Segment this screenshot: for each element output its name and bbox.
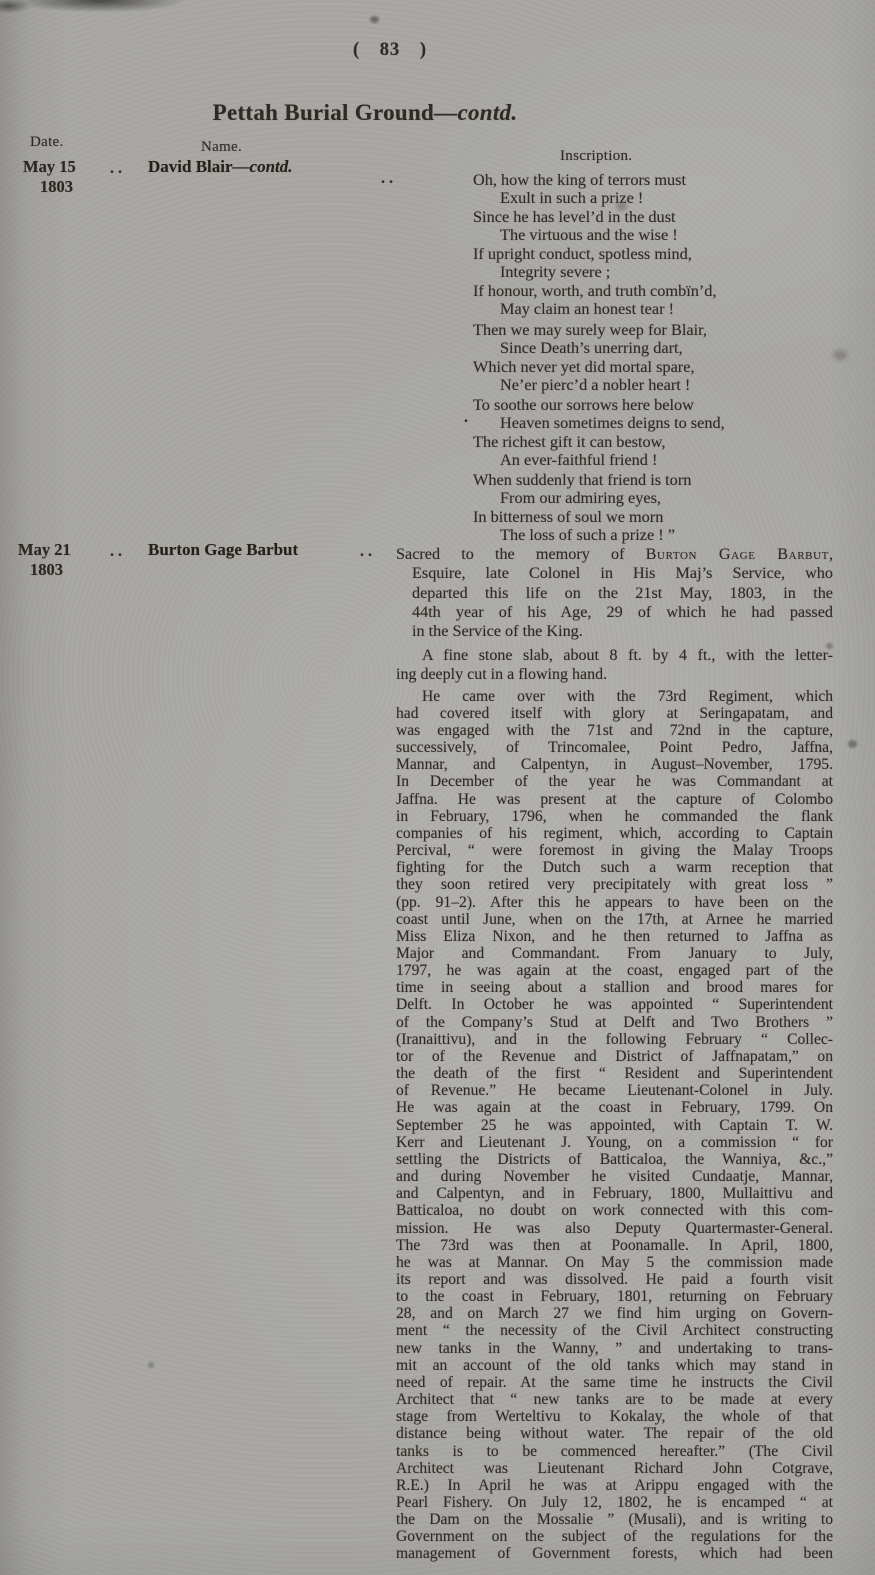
page-title (0, 100, 730, 126)
commentary-line: ing deeply cut in a flowing hand. (396, 666, 608, 684)
poem-line: From our admiring eyes, (500, 488, 661, 508)
page-title-main: Pettah Burial Ground (212, 100, 435, 125)
poem-line: If upright conduct, spotless mind, (473, 244, 692, 263)
commentary-line: and Calpentyn, and in February, 1800, Mullaittivu and (396, 1185, 833, 1203)
commentary-line: Mannar, and Calpentyn, in August–November, 1795. (396, 756, 833, 774)
inscription-stanza (473, 321, 803, 394)
entry-date: May 15 (23, 157, 76, 176)
poem-line: To soothe our sorrows here below (473, 395, 694, 414)
commentary-line: Government on the subject of the regulations for the (396, 1528, 833, 1546)
commentary-line: was engaged with the 71st and 72nd in the capture, (396, 721, 833, 739)
commentary-line: He was again at the coast in February, 1799. On (396, 1099, 833, 1117)
stray-printed-dot: . (464, 409, 468, 426)
commentary-line: new tanks in the Wanny, ” and undertaking to trans- (396, 1339, 833, 1357)
entry-date-year: 1803 (40, 177, 73, 196)
commentary-line: tor of the Revenue and District of Jaffnapatam,” on (396, 1047, 833, 1065)
entry-date: May 21 (18, 540, 71, 559)
inscription-stanza (473, 396, 803, 469)
inscription-line-post: , (828, 545, 834, 563)
poem-line: Which never yet did mortal spare, (473, 356, 695, 376)
poem-line: Since Death’s unerring dart, (500, 338, 683, 358)
commentary-line: Jaffna. He was present at the capture of Colombo (396, 790, 833, 808)
commentary-line: Pearl Fishery. On July 12, 1802, he is encamped “ at (396, 1494, 833, 1512)
poem-line: Ne’er pierc’d a nobler heart ! (500, 374, 691, 394)
commentary-line: R.E.) In April he was at Arippu engaged with the (396, 1476, 833, 1494)
column-header-date: Date. (30, 134, 64, 150)
commentary-line: mit an account of the old tanks which may stand in (396, 1356, 833, 1374)
commentary-line: fighting for the Dutch such a warm reception that (396, 859, 833, 877)
column-header-inscription: Inscription. (560, 148, 633, 164)
paper-speck (833, 350, 847, 360)
inscription-paragraph (396, 545, 833, 641)
commentary-line: had covered itself with glory at Seringapatam, and (396, 704, 833, 722)
poem-line: The richest gift it can bestow, (473, 431, 666, 451)
inscription-line: 44th year of his Age, 29 of which he had passed (412, 602, 833, 621)
commentary-line: and during November he visited Cundaatje, Mannar, (396, 1168, 833, 1186)
commentary-line: the death of the first “ Resident and Superintendent (396, 1065, 833, 1083)
poem-line: Integrity severe ; (500, 262, 611, 282)
inscription-line-pre: Sacred to the memory of (396, 545, 646, 563)
paper-speck (848, 740, 857, 748)
page-number: ( 83 ) (352, 40, 428, 60)
commentary-line: In December of the year he was Commandant at (396, 773, 833, 791)
commentary-line: coast until June, when on the 17th, at Arnee he married (396, 910, 833, 928)
commentary-line: Percival, “ were foremost in giving the Malay Troops (396, 842, 833, 860)
commentary-line: (Iranaittivu), and in the following February “ Collec- (396, 1030, 833, 1048)
poem-line: When suddenly that friend is torn (473, 470, 692, 489)
paper-speck (148, 1362, 154, 1368)
commentary-line: time in seeing about a stallion and brood mares for (396, 979, 833, 997)
inscription-stanza (473, 171, 803, 244)
inscription-stanza (473, 245, 803, 318)
commentary-line: companies of his regiment, which, according to Captain (396, 824, 833, 842)
commentary-line: mission. He was also Deputy Quartermaster-General. (396, 1219, 833, 1237)
commentary-line: A fine stone slab, about 8 ft. by 4 ft., with the letter- (422, 647, 833, 665)
commentary-line: 28, and on March 27 we find him urging on Govern- (396, 1305, 833, 1323)
column-header-name: Name. (201, 139, 243, 155)
commentary-paragraph (396, 647, 833, 684)
commentary-line: they soon retired very precipitately with great loss ” (396, 876, 833, 894)
commentary-line: Architect was Lieutenant Richard John Cotgrave, (396, 1459, 833, 1477)
inscription-stanza (473, 471, 803, 544)
commentary-line: the Dam on the Mossalie ” (Musali), and is writing to (396, 1511, 833, 1529)
commentary-line: Major and Commandant. From January to July, (396, 945, 833, 963)
commentary-line: Delft. In October he was appointed “ Superintendent (396, 996, 833, 1014)
commentary-line: The 73rd was then at Poonamalle. In April, 1800, (396, 1236, 833, 1254)
poem-line: If honour, worth, and truth combïn’d, (473, 280, 717, 300)
commentary-line: Architect that “ new tanks are to be made at every (396, 1391, 833, 1409)
leader-dots: .. (110, 160, 126, 177)
commentary-line: (pp. 91–2). After this he appears to have been on the (396, 893, 833, 911)
inscription-line (396, 545, 833, 564)
commentary-line: ment “ the necessity of the Civil Architect constructing (396, 1322, 833, 1340)
poem-line: Then we may surely weep for Blair, (473, 320, 707, 339)
commentary-line: stage from Werteltivu to Kokalay, the whole of that (396, 1408, 833, 1426)
commentary-line: settling the Districts of Batticaloa, the Wanniya, &c.,” (396, 1150, 833, 1168)
leader-dots: .. (110, 543, 126, 560)
leader-dots: .. (360, 543, 376, 560)
inscription-line: in the Service of the King. (412, 622, 583, 641)
commentary-line: distance being without water. The repair of the old (396, 1425, 833, 1443)
commentary-line: Kerr and Lieutenant J. Young, on a commission “ for (396, 1133, 833, 1151)
commentary-line: in February, 1796, when he commanded the flank (396, 807, 833, 825)
poem-line: Oh, how the king of terrors must (473, 170, 686, 189)
commentary-line: to the coast in February, 1801, returning on February (396, 1288, 833, 1306)
entry-date-year: 1803 (30, 560, 63, 579)
commentary-line: management of Government forests, which had been (396, 1545, 833, 1563)
inscription-text-block (396, 545, 833, 1563)
commentary-line: of the Company’s Stud at Delft and Two Brothers ” (396, 1013, 833, 1031)
poem-line: The loss of such a prize ! ” (500, 524, 675, 544)
entry-name: David Blair—contd. (148, 157, 293, 176)
poem-line: May claim an honest tear ! (500, 298, 675, 318)
commentary-line: Batticaloa, no doubt on work connected with this com- (396, 1202, 833, 1220)
poem-line: Heaven sometimes deigns to send, (500, 413, 725, 433)
commentary-line: successively, of Trincomalee, Point Pedro, Jaffna, (396, 739, 833, 757)
commentary-line: He came over with the 73rd Regiment, which (422, 687, 833, 705)
entry-name-suffix: —contd. (232, 157, 293, 176)
commentary-line: Miss Eliza Nixon, and he then returned to Jaffna as (396, 927, 833, 945)
commentary-line: of Revenue.” He became Lieutenant-Colonel in July. (396, 1082, 833, 1100)
entry-name: Burton Gage Barbut (148, 540, 299, 559)
commentary-line: September 25 he was appointed, with Captain T. W. (396, 1116, 833, 1134)
deceased-name-smallcaps: Burton Gage Barbut (645, 545, 829, 563)
paper-speck (370, 16, 379, 23)
poem-line: In bitterness of soul we morn (473, 506, 664, 526)
poem-line: An ever-faithful friend ! (500, 449, 658, 469)
inscription-line: Esquire, late Colonel in His Maj’s Service, who (412, 564, 833, 583)
commentary-line: tanks is to be commenced hereafter.” (The Civil (396, 1442, 833, 1460)
poem-line: Since he has level’d in the dust (473, 206, 676, 226)
poem-line: Exult in such a prize ! (500, 188, 644, 208)
leader-dots: .. (381, 170, 397, 187)
commentary-line: 1797, he was again at the coast, engaged part of the (396, 962, 833, 980)
poem-line: The virtuous and the wise ! (500, 224, 678, 244)
commentary-line: its report and was dissolved. He paid a fourth visit (396, 1270, 833, 1288)
commentary-paragraph (396, 688, 833, 1563)
commentary-line: he was at Mannar. On May 5 the commission made (396, 1253, 833, 1271)
inscription-line: departed this life on the 21st May, 1803, in the (412, 583, 833, 602)
page-title-suffix: —contd. (434, 100, 518, 125)
commentary-line: need of repair. At the same time he instructs the Civil (396, 1373, 833, 1391)
